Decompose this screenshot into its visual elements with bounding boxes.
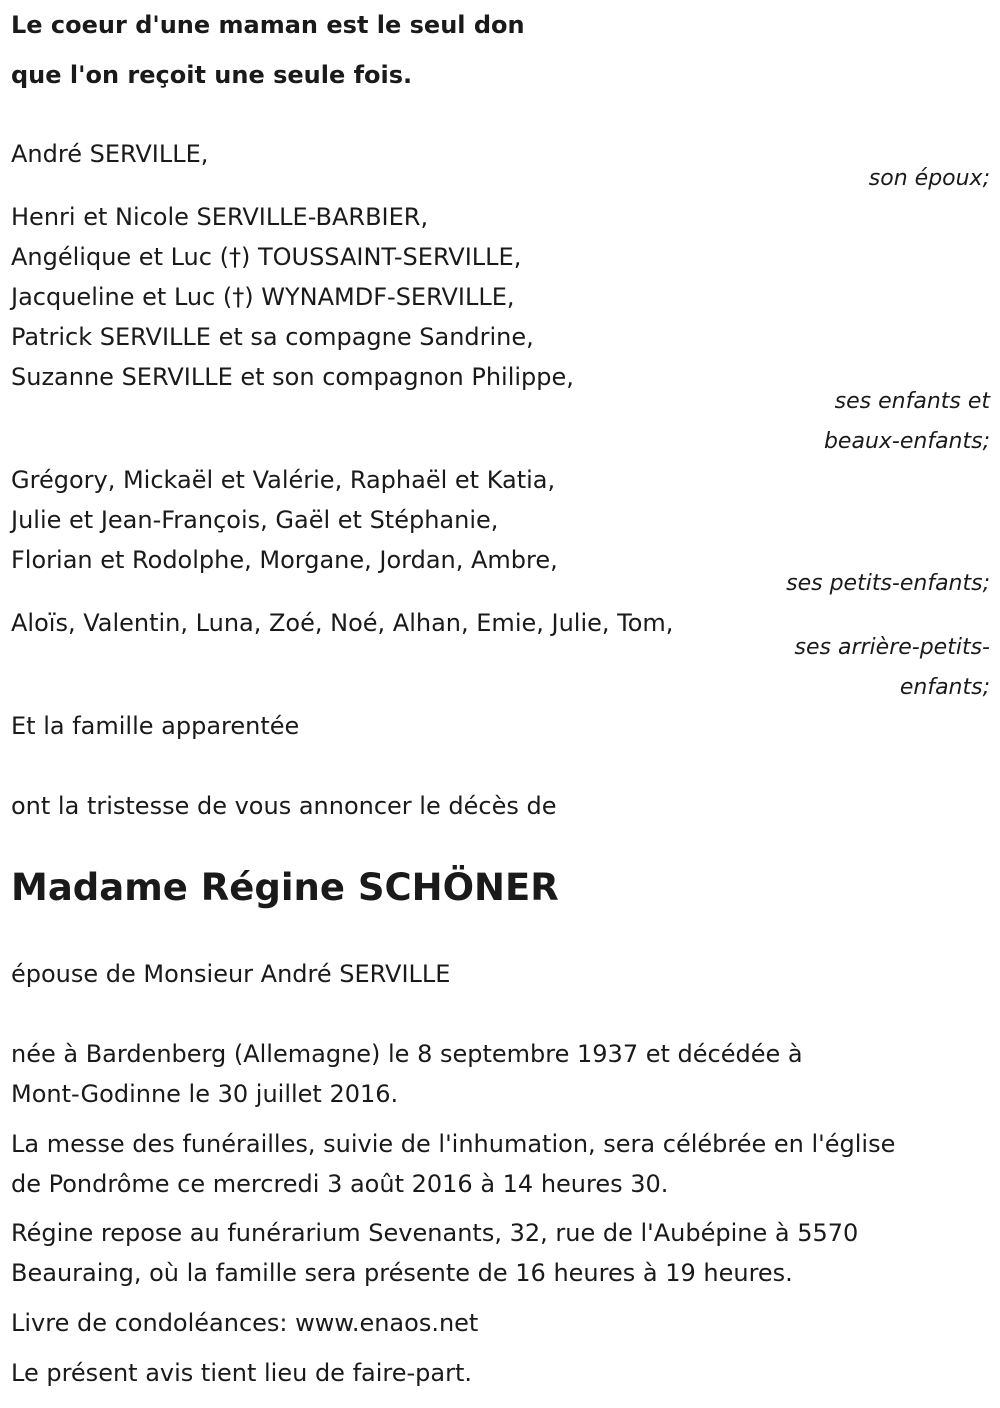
quote-line-2: que l'on reçoit une seule fois. [11,61,413,89]
funeral-line-1: La messe des funérailles, suivie de l'inhumation, sera célébrée en l'église [11,1130,896,1158]
family-line: Et la famille apparentée [11,712,300,740]
great-grandchildren-role-line-2: enfants; [899,675,990,700]
children-line-3: Jacqueline et Luc (†) WYNAMDF-SERVILLE, [11,283,515,311]
children-line-2: Angélique et Luc (†) TOUSSAINT-SERVILLE, [11,243,522,271]
spouse-role: son époux; [868,166,990,191]
funeral-line-2: de Pondrôme ce mercredi 3 août 2016 à 14 heures 30. [11,1170,669,1198]
great-grandchildren-line: Aloïs, Valentin, Luna, Zoé, Noé, Alhan, Emie, Julie, Tom, [11,609,674,637]
grandchildren-line-3: Florian et Rodolphe, Morgane, Jordan, Ambre, [11,546,558,574]
grandchildren-role: ses petits-enfants; [786,571,990,596]
grandchildren-line-1: Grégory, Mickaël et Valérie, Raphaël et Katia, [11,466,556,494]
great-grandchildren-role-line-1: ses arrière-petits- [794,635,990,660]
children-line-4: Patrick SERVILLE et sa compagne Sandrine, [11,323,534,351]
repose-line-2: Beauraing, où la famille sera présente de 16 heures à 19 heures. [11,1259,793,1287]
birth-death-line-2: Mont-Godinne le 30 juillet 2016. [11,1080,399,1108]
condolences-line: Livre de condoléances: www.enaos.net [11,1309,479,1337]
repose-line-1: Régine repose au funérarium Sevenants, 32, rue de l'Aubépine à 5570 [11,1219,859,1247]
children-role-line-1: ses enfants et [834,389,990,414]
birth-death-line-1: née à Bardenberg (Allemagne) le 8 septembre 1937 et décédée à [11,1040,803,1068]
quote-line-1: Le coeur d'une maman est le seul don [11,11,525,39]
spouse-of-line: épouse de Monsieur André SERVILLE [11,960,451,988]
announcement-line: ont la tristesse de vous annoncer le décès de [11,792,557,820]
children-line-5: Suzanne SERVILLE et son compagnon Philippe, [11,363,574,391]
children-role-line-2: beaux-enfants; [823,429,990,454]
deceased-name: Madame Régine SCHÖNER [11,866,559,909]
spouse-name: André SERVILLE, [11,140,209,168]
grandchildren-line-2: Julie et Jean-François, Gaël et Stéphanie, [11,506,499,534]
notice-line: Le présent avis tient lieu de faire-part. [11,1359,473,1387]
children-line-1: Henri et Nicole SERVILLE-BARBIER, [11,203,429,231]
